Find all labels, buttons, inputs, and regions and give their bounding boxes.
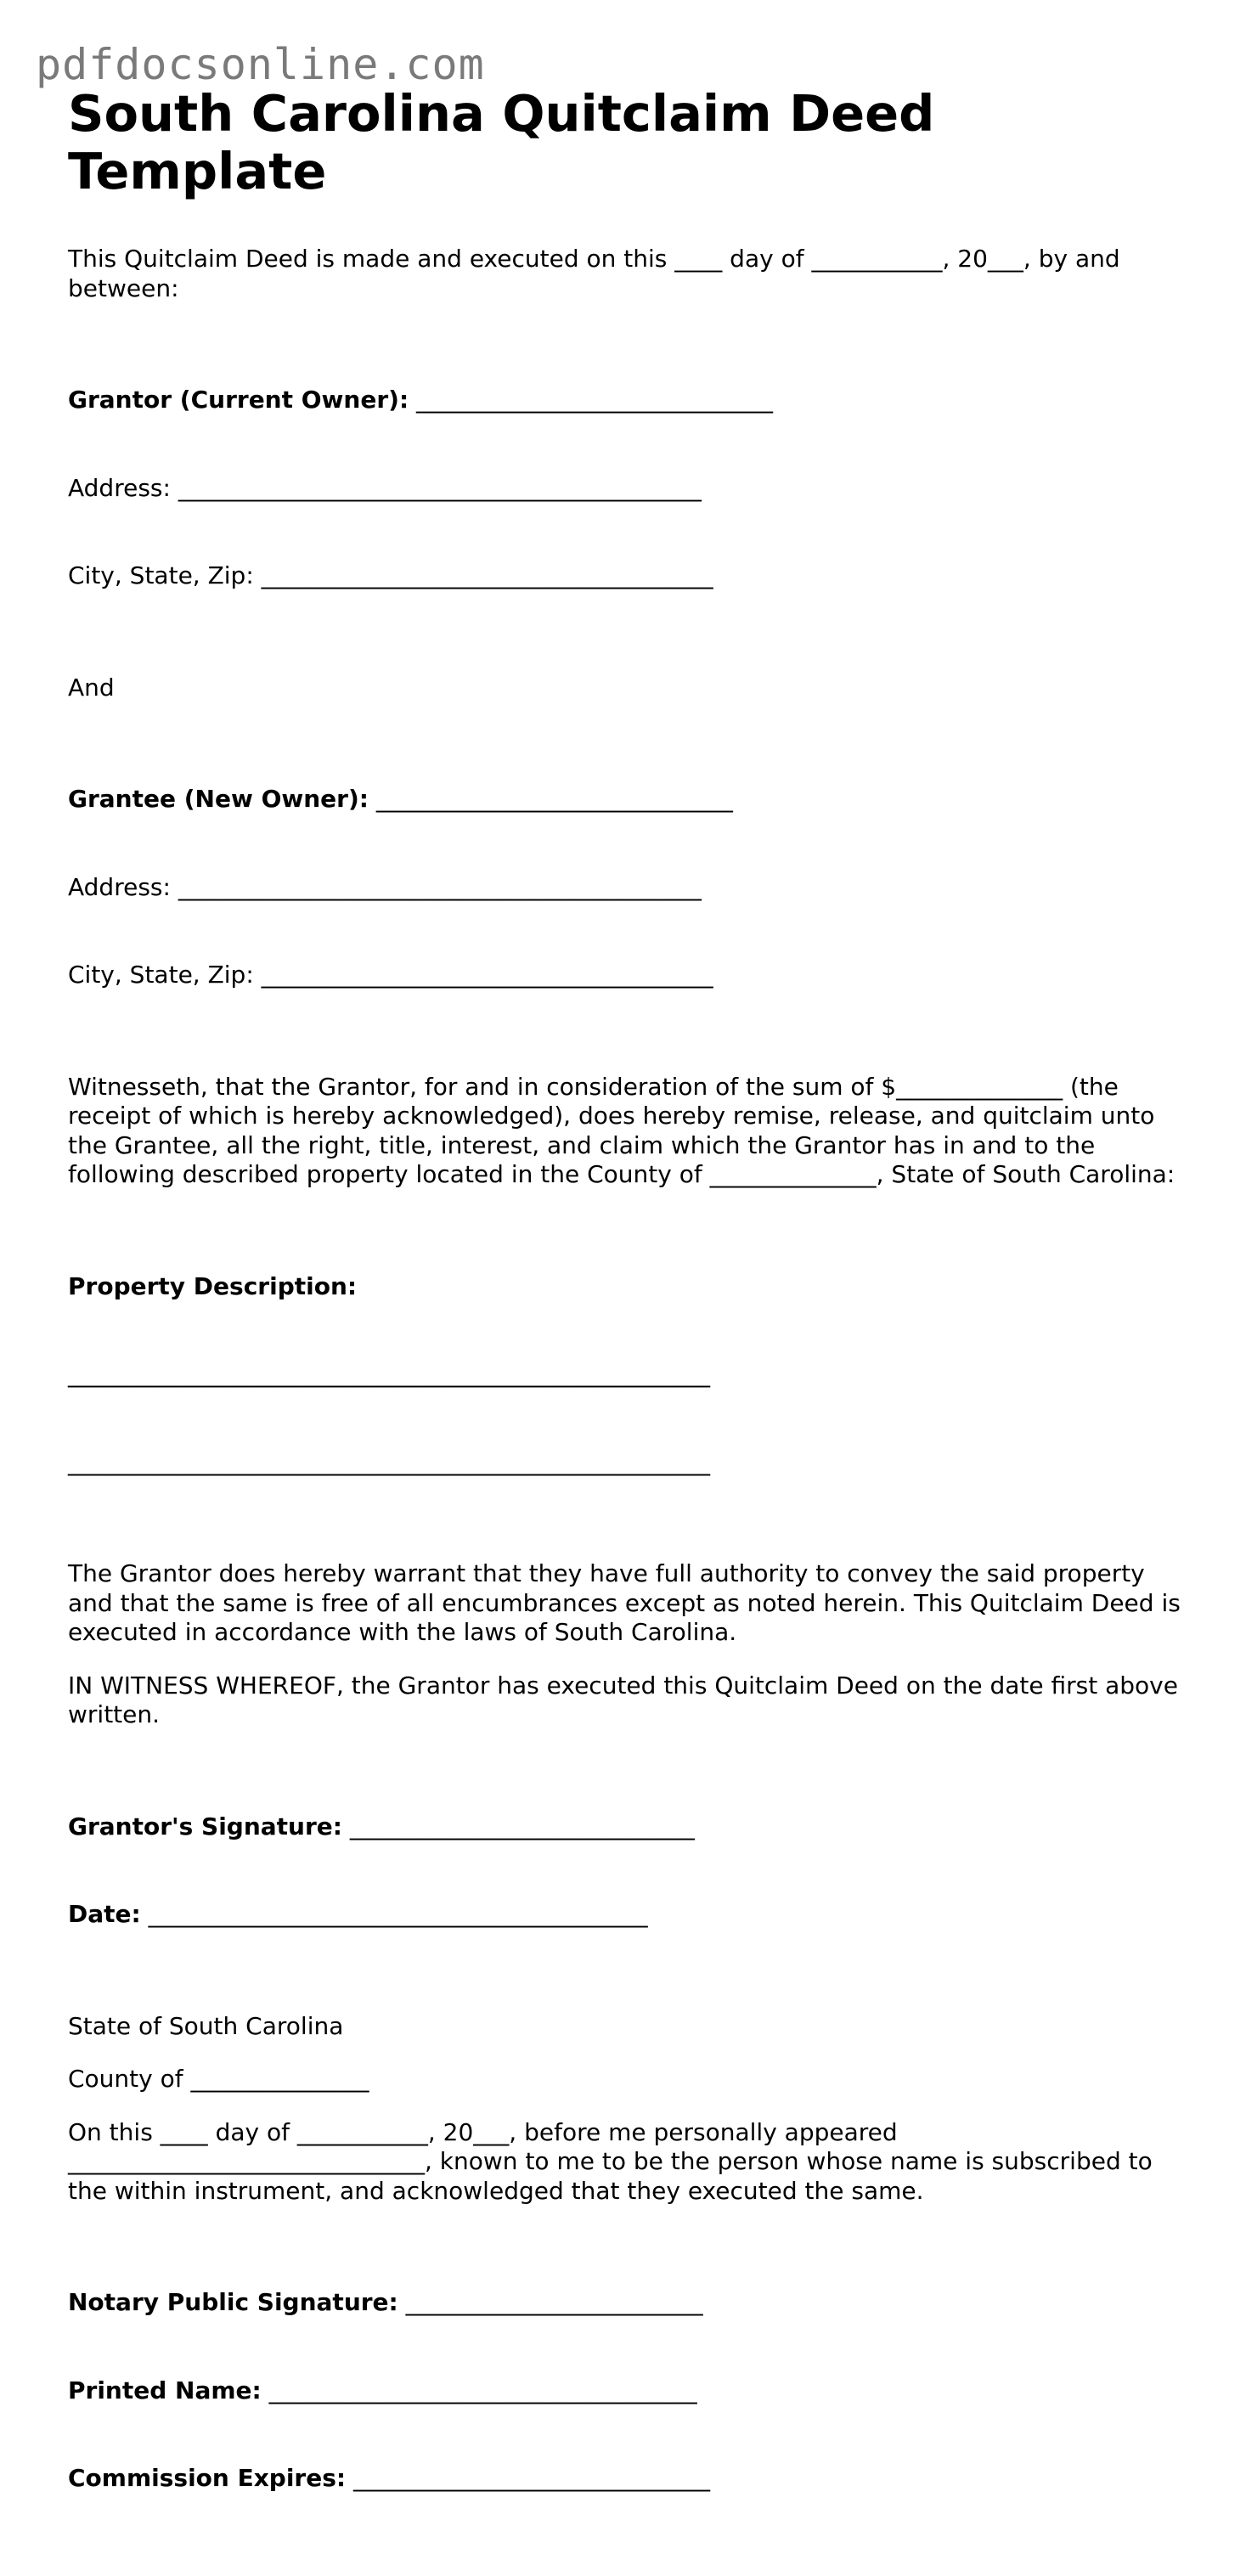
grantor-address-label: Address: [68, 473, 171, 502]
grantor-name-blank[interactable]: ______________________________ [409, 386, 774, 414]
grantee-label: Grantee (New Owner): [68, 785, 369, 813]
grantee-csz-label: City, State, Zip: [68, 961, 254, 989]
property-line-2[interactable]: ______________________________________________________ [68, 1447, 710, 1476]
grantor-name-line [68, 386, 1189, 415]
grantor-signature-line [68, 1812, 1189, 1842]
property-section [68, 1214, 1189, 1536]
grantor-signature-label: Grantor's Signature: [68, 1812, 342, 1840]
grantor-address-line [68, 474, 1189, 504]
grantee-name-blank[interactable]: ______________________________ [368, 785, 733, 813]
watermark: pdfdocsonline.com [36, 40, 485, 89]
and-text: And [68, 673, 115, 702]
notary-signature-blank[interactable]: _________________________ [397, 2288, 703, 2316]
grantor-label: Grantor (Current Owner): [68, 386, 409, 414]
grantor-signature-section [68, 1754, 1189, 1988]
warrant-paragraph: The Grantor does hereby warrant that they have full authority to convey the said property and that the same is free of all encumbrances except as noted herein. This Quitclaim Deed is executed in accordance with the laws of South Carolina. [68, 1559, 1188, 1646]
document-body [68, 85, 1189, 2576]
grantee-section [68, 726, 1189, 1049]
signature-date-blank[interactable]: __________________________________________ [140, 1900, 648, 1928]
intro-paragraph: This Quitclaim Deed is made and executed on this ____ day of ___________, 20___, by and between: [68, 245, 1128, 302]
notary-signature-label: Notary Public Signature: [68, 2288, 398, 2316]
notary-commission-line [68, 2464, 1189, 2494]
grantor-csz-blank[interactable]: ______________________________________ [253, 561, 713, 589]
property-line-1[interactable]: ______________________________________________________ [68, 1360, 710, 1388]
notary-commission-label: Commission Expires: [68, 2464, 347, 2492]
grantee-address-label: Address: [68, 872, 171, 901]
grantor-signature-blank[interactable]: _____________________________ [341, 1812, 695, 1840]
notary-printed-name-blank[interactable]: ____________________________________ [261, 2376, 697, 2404]
grantor-address-blank[interactable]: ____________________________________________ [170, 473, 702, 502]
in-witness-paragraph: IN WITNESS WHEREOF, the Grantor has executed this Quitclaim Deed on the date first above written. [68, 1671, 1186, 1728]
notary-signature-line [68, 2288, 1189, 2318]
grantor-csz-label: City, State, Zip: [68, 561, 254, 589]
grantee-address-blank[interactable]: ____________________________________________ [170, 872, 702, 901]
county-text: County of _______________ [68, 2065, 369, 2093]
grantor-csz-line [68, 561, 1189, 591]
signature-date-line [68, 1900, 1189, 1930]
signature-date-label: Date: [68, 1900, 141, 1928]
notary-paragraph: On this ____ day of ___________, 20___, before me personally appeared ______________________________, known to me to be the person whose name is subscribed to the within instrument, and acknowledged that they executed the same. [68, 2117, 1160, 2205]
grantee-address-line [68, 873, 1189, 903]
state-text: State of South Carolina [68, 2011, 344, 2040]
grantee-name-line [68, 785, 1189, 815]
notary-section [68, 2229, 1189, 2552]
grantor-section [68, 327, 1189, 650]
grantee-csz-line [68, 961, 1189, 990]
notary-printed-name-label: Printed Name: [68, 2376, 262, 2404]
page-title: South Carolina Quitclaim Deed Template [68, 84, 935, 200]
notary-commission-blank[interactable]: ______________________________ [346, 2464, 710, 2492]
notary-printed-name-line [68, 2376, 1189, 2406]
witnesseth-paragraph: Witnesseth, that the Grantor, for and in consideration of the sum of $______________ (the receipt of which is hereby acknowledged), does hereby remise, release, and quitclaim unto the Grantee, all the right, title, interest, and claim which the Grantor has in and to the following described property located in the County of ______________, State of South Carolina: [68, 1072, 1176, 1188]
property-label: Property Description: [68, 1271, 358, 1300]
grantee-csz-blank[interactable]: ______________________________________ [253, 961, 713, 989]
